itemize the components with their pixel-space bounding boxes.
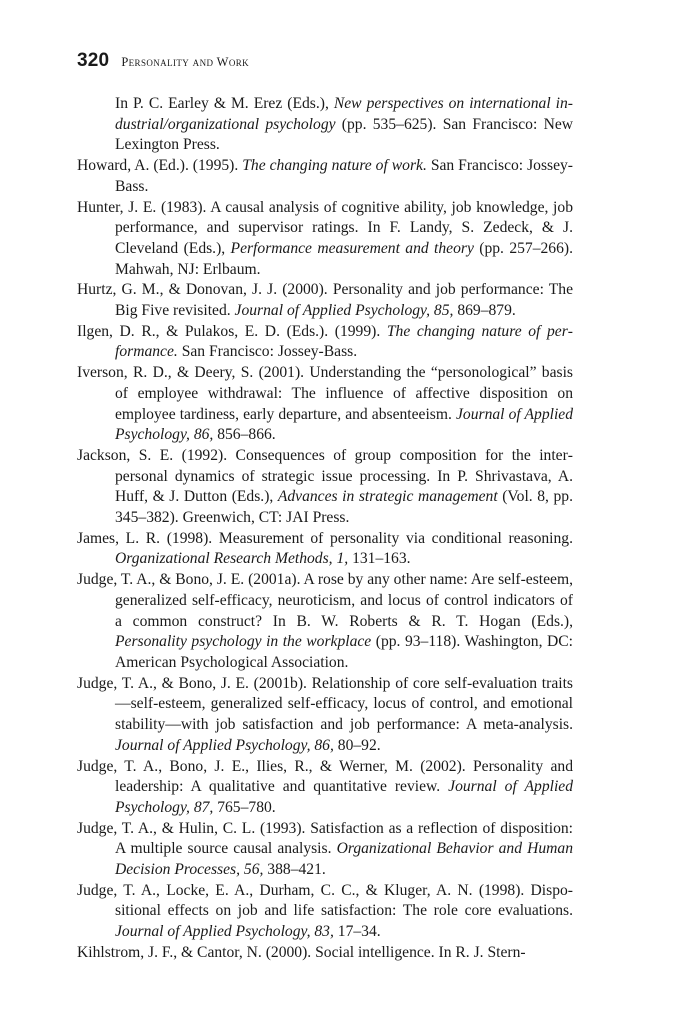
reference-italic-text: The changing nature of work.	[242, 157, 427, 175]
reference-text: James, L. R. (1998). Measurement of personality via conditional reasoning.	[77, 529, 573, 547]
reference-entry	[77, 570, 573, 674]
reference-text: Judge, T. A., Locke, E. A., Durham, C. C., & Kluger, A. N. (1998). Dispositional effects on job and life satisfaction: The role core evaluations.	[77, 881, 573, 920]
reference-entry	[77, 757, 573, 819]
reference-entry	[77, 198, 573, 281]
reference-italic-text: Journal of Applied Psychology, 86,	[115, 736, 334, 754]
reference-text: 856–866.	[213, 426, 276, 444]
running-head: Personality and Work	[121, 55, 250, 69]
reference-text: 80–92.	[333, 736, 381, 754]
reference-text: Hurtz, G. M., & Donovan, J. J. (2000). Personality and job performance: The Big Five revisited.	[77, 281, 573, 320]
reference-text: Jackson, S. E. (1992). Consequences of group composition for the interpersonal dynamics of strategic issue processing. In P. Shrivastava, A. Huff, & J. Dutton (Eds.),	[77, 446, 573, 506]
reference-italic-text: Journal of Applied Psychology, 83,	[115, 923, 334, 941]
reference-italic-text: New perspectives on international industrial/organizational psychology	[115, 95, 573, 133]
reference-text: (pp. 535–625). San Francisco: New Lexington Press.	[115, 115, 574, 154]
reference-entry	[77, 674, 573, 757]
reference-text: (Vol. 8, pp. 345–382). Greenwich, CT: JAI Press.	[115, 488, 573, 527]
reference-italic-text: The changing nature of performance.	[115, 322, 573, 361]
reference-entry	[77, 819, 573, 881]
reference-text: 869–879.	[453, 302, 516, 320]
reference-italic-text: Performance measurement and theory	[230, 239, 474, 257]
reference-text: Ilgen, D. R., & Pulakos, E. D. (Eds.). (1999).	[77, 322, 387, 340]
reference-entry	[77, 446, 573, 529]
reference-text: 765–780.	[213, 798, 276, 816]
reference-entry	[77, 881, 573, 943]
reference-text: 131–163.	[348, 550, 411, 568]
reference-italic-text: Journal of Applied Psychology, 86,	[115, 405, 573, 444]
reference-text: Judge, T. A., & Bono, J. E. (2001a). A rose by any other name: Are self-esteem, generalized self-efficacy, neuroticism, and locus of control indicators of a common construct? In B. W. Roberts & R. T. Hogan (Eds.),	[77, 571, 573, 630]
reference-text: Howard, A. (Ed.). (1995).	[77, 157, 243, 175]
reference-italic-text: Personality psychology in the workplace	[115, 633, 372, 651]
page-number: 320	[77, 50, 110, 71]
reference-entry	[77, 156, 573, 197]
reference-text: Hunter, J. E. (1983). A causal analysis of cognitive ability, job knowledge, job performance, and supervisor ratings. In F. Landy, S. Zedeck, & J. Cleveland (Eds.),	[77, 198, 573, 257]
reference-text: San Francisco: Jossey-Bass.	[177, 343, 358, 361]
reference-italic-text: Journal of Applied Psychology, 85,	[234, 302, 454, 320]
page-header	[77, 50, 249, 72]
reference-text: San Francisco: Jossey-Bass.	[115, 157, 573, 195]
reference-italic-text: Organizational Behavior and Human Decision Processes, 56,	[115, 840, 573, 879]
reference-italic-text: Journal of Applied Psychology, 87,	[115, 778, 573, 816]
reference-text: 388–421.	[263, 861, 326, 879]
reference-text: Judge, T. A., & Hulin, C. L. (1993). Satisfaction as a reflection of disposition: A multiple source causal analysis.	[77, 819, 573, 858]
reference-text: 17–34.	[333, 923, 381, 941]
reference-entry	[77, 94, 573, 156]
reference-list	[77, 94, 573, 964]
reference-text: In P. C. Earley & M. Erez (Eds.),	[115, 95, 334, 112]
reference-entry	[77, 280, 573, 321]
reference-entry	[77, 322, 573, 363]
reference-text: Kihlstrom, J. F., & Cantor, N. (2000). Social intelligence. In R. J. Stern-	[77, 943, 526, 961]
reference-entry	[77, 363, 573, 446]
reference-italic-text: Advances in strategic management	[277, 488, 498, 506]
reference-entry	[77, 943, 573, 964]
reference-italic-text: Organizational Research Methods, 1,	[115, 550, 349, 568]
reference-text: Judge, T. A., & Bono, J. E. (2001b). Relationship of core self-evaluation traits—self-esteem, generalized self-efficacy, locus of control, and emotional stability—with job satisfaction and job performance: A meta-analysis.	[77, 674, 573, 734]
reference-text: (pp. 93–118). Washington, DC: American Psychological Association.	[115, 633, 573, 671]
reference-entry	[77, 529, 573, 570]
reference-text: Iverson, R. D., & Deery, S. (2001). Understanding the “personological” basis of employee withdrawal: The influence of affective disposition on employee tardiness, early departure, and absenteeism.	[77, 364, 573, 423]
reference-text: (pp. 257–266). Mahwah, NJ: Erlbaum.	[115, 239, 573, 278]
reference-text: Judge, T. A., Bono, J. E., Ilies, R., & Werner, M. (2002). Personality and leadership: A qualitative and quantitative review.	[77, 757, 573, 796]
